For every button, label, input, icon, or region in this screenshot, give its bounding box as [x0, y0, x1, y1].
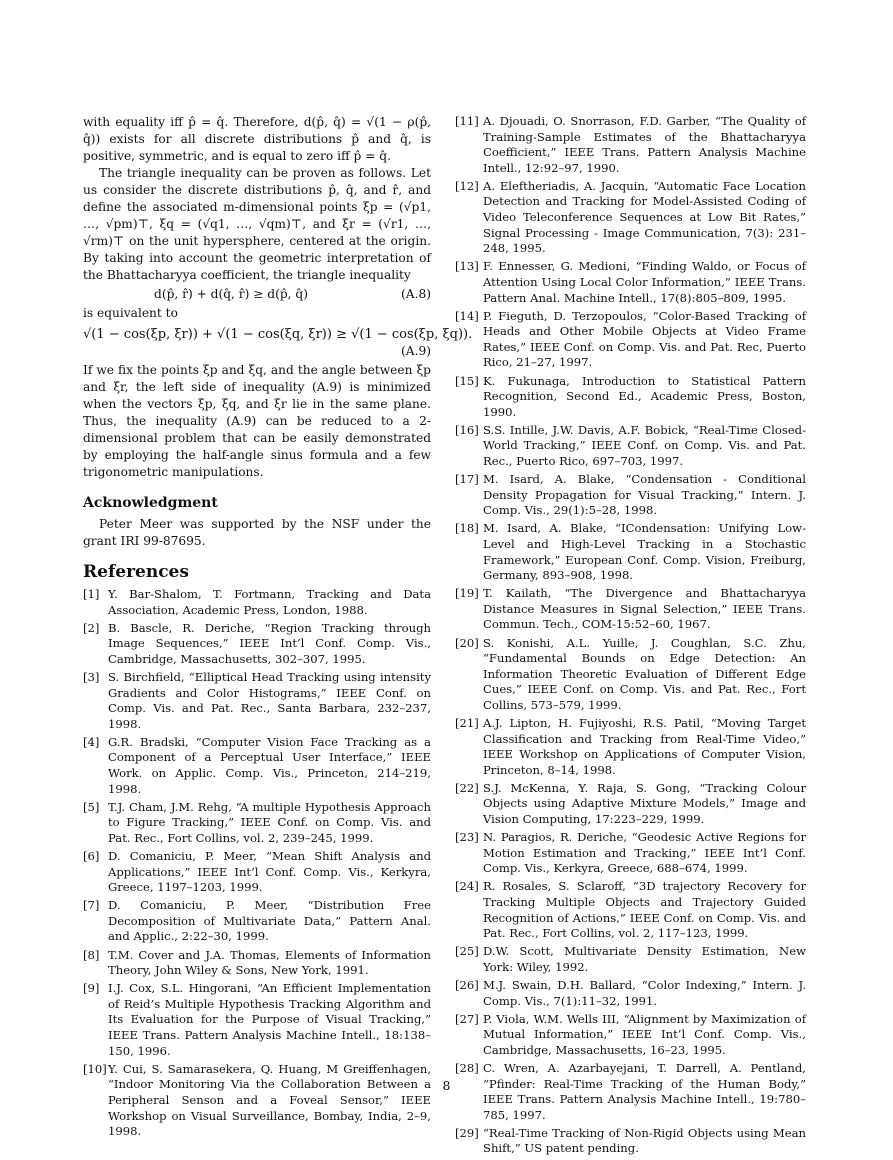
reference-item [455, 1126, 806, 1157]
reference-number: [21] [455, 715, 479, 730]
reference-number: [3] [83, 669, 100, 684]
reference-number: [23] [455, 830, 479, 845]
reference-item [83, 735, 431, 797]
reference-item [455, 879, 806, 941]
reference-number: [19] [455, 586, 479, 601]
reference-text: B. Bascle, R. Deriche, “Region Tracking through Image Sequences,” IEEE Int’l Conf. Comp. Vis., Cambridge, Massachusetts, 302–307, 1995. [108, 620, 431, 666]
reference-text: P. Viola, W.M. Wells III, “Alignment by Maximization of Mutual Information,” IEEE Int’l Conf. Comp. Vis., Cambridge, Massachusetts, 16–23, 1995. [483, 1011, 806, 1057]
reference-number: [13] [455, 259, 479, 274]
page-number: 8 [442, 1078, 451, 1093]
reference-text: C. Wren, A. Azarbayejani, T. Darrell, A. Pentland, “Pfinder: Real-Time Tracking of the Human Body,” IEEE Trans. Pattern Analysis Machine Intell., 19:780–785, 1997. [483, 1060, 806, 1122]
reference-item [455, 374, 806, 421]
reference-text: G.R. Bradski, “Computer Vision Face Tracking as a Component of a Perceptual User Interface,” IEEE Work. on Applic. Comp. Vis., Princeton, 214–219, 1998. [108, 734, 431, 796]
reference-item [455, 1012, 806, 1059]
reference-item [455, 830, 806, 877]
reference-text: P. Fieguth, D. Terzopoulos, “Color-Based Tracking of Heads and Other Mobile Objects at Video Frame Rates,” IEEE Conf. on Comp. Vis. and Pat. Rec, Puerto Rico, 21–27, 1997. [483, 308, 806, 370]
reference-text: D. Comaniciu, P. Meer, “Mean Shift Analysis and Applications,” IEEE Int’l Conf. Comp. Vis., Kerkyra, Greece, 1197–1203, 1999. [108, 849, 431, 895]
reference-item [455, 179, 806, 257]
reference-item [455, 978, 806, 1009]
reference-text: S.J. McKenna, Y. Raja, S. Gong, “Tracking Colour Objects using Adaptive Mixture Models,” Image and Vision Computing, 17:223–229, 1999. [483, 780, 806, 827]
reference-number: [6] [83, 849, 100, 863]
reference-item [455, 259, 806, 306]
reference-text: “Real-Time Tracking of Non-Rigid Objects using Mean Shift,” US patent pending. [483, 1125, 806, 1156]
reference-text: R. Rosales, S. Sclaroff, “3D trajectory Recovery for Tracking Multiple Objects and Trajectory Guided Recognition of Actions,” IEEE Conf. on Comp. Vis. and Pat. Rec., Fort Collins, vol. 2, 117–123, 1999. [483, 879, 806, 941]
reference-item [455, 586, 806, 633]
reference-number: [11] [455, 114, 479, 128]
reference-number: [20] [455, 635, 479, 650]
equivalent-text: is equivalent to [83, 306, 178, 320]
reference-number: [12] [455, 178, 479, 193]
reference-number: [10] [83, 1061, 107, 1076]
reference-item [83, 1062, 431, 1140]
reference-text: M. Isard, A. Blake, “Condensation - Conditional Density Propagation for Visual Tracking,” Intern. J. Comp. Vis., 29(1):5–28, 1998. [483, 472, 806, 518]
reference-number: [26] [455, 977, 479, 992]
reference-number: [15] [455, 373, 479, 388]
reference-text: Y. Bar-Shalom, T. Fortmann, Tracking and Data Association, Academic Press, London, 1988. [108, 587, 431, 617]
acknowledgment-text: Peter Meer was supported by the NSF under the grant IRI 99-87695. [83, 517, 431, 548]
reference-number: [18] [455, 521, 479, 536]
reference-number: [25] [455, 944, 479, 959]
reference-item [83, 587, 431, 618]
reference-text: K. Fukunaga, Introduction to Statistical Pattern Recognition, Second Ed., Academic Press, Boston, 1990. [483, 373, 806, 419]
reference-item [455, 716, 806, 778]
reference-text: I.J. Cox, S.L. Hingorani, “An Efficient Implementation of Reid’s Multiple Hypothesis Tracking Algorithm and Its Evaluation for the Purpose of Visual Tracking,” IEEE Trans. Pattern Analysis Machine Intell., 18:138–150, 1996. [108, 981, 431, 1058]
reference-text: Y. Cui, S. Samarasekera, Q. Huang, M Greiffenhagen, “Indoor Monitoring Via the Collaboration Between a Peripheral Senson and a Foveal Sensor,” IEEE Workshop on Visual Surveillance, Bombay, India, 2–9, 1998. [108, 1061, 431, 1139]
reference-item [455, 521, 806, 583]
reference-number: [17] [455, 472, 479, 487]
reference-number: [14] [455, 308, 479, 323]
equation-a8 [83, 286, 431, 303]
reference-number: [16] [455, 422, 479, 437]
reference-item [455, 944, 806, 975]
reference-text: T.M. Cover and J.A. Thomas, Elements of Information Theory, John Wiley & Sons, New York, 1991. [108, 947, 431, 978]
proof-paragraph-3: If we fix the points ξp and ξq, and the angle between ξp and ξr, the left side of inequality (A.9) is minimized when the vectors ξp, ξq, and ξr lie in the same plane. Thus, the inequality (A.9) can be reduced to a 2-dimensional problem that can be easily demonstrated by employing the half-angle sinus formula and a few trigonometric manipulations. [83, 363, 431, 479]
reference-item [455, 781, 806, 828]
reference-text: A.J. Lipton, H. Fujiyoshi, R.S. Patil, “Moving Target Classification and Tracking from Real-Time Video,” IEEE Workshop on Applications of Computer Vision, Princeton, 8–14, 1998. [483, 715, 806, 777]
reference-item [83, 800, 431, 847]
reference-text: M.J. Swain, D.H. Ballard, “Color Indexing,” Intern. J. Comp. Vis., 7(1):11–32, 1991. [483, 977, 806, 1008]
reference-item [83, 670, 431, 732]
reference-number: [28] [455, 1060, 479, 1075]
reference-number: [4] [83, 734, 100, 749]
reference-item [455, 309, 806, 371]
reference-item [83, 948, 431, 979]
reference-item [83, 898, 431, 945]
reference-item [83, 621, 431, 668]
reference-item [83, 849, 431, 896]
reference-number: [24] [455, 879, 479, 894]
reference-number: [27] [455, 1011, 479, 1026]
reference-text: M. Isard, A. Blake, “ICondensation: Unifying Low-Level and High-Level Tracking in a Stochastic Framework,” European Conf. Comp. Vision, Freiburg, Germany, 893–908, 1998. [483, 521, 806, 583]
right-column [455, 114, 806, 1160]
reference-item [455, 423, 806, 470]
reference-number: [29] [455, 1125, 479, 1140]
proof-paragraph-2: The triangle inequality can be proven as follows. Let us consider the discrete distributions p̂, q̂, and r̂, and define the associated m-dimensional points ξp = (√p1, …, √pm)⊤, ξq = (√q1, …, √qm)⊤, and ξr = (√r1, …, √rm)⊤ on the unit hypersphere, centered at the origin. By taking into account the geometric interpretation of the Bhattacharyya coefficient, the triangle inequality [83, 166, 431, 282]
reference-text: T.J. Cham, J.M. Rehg, “A multiple Hypothesis Approach to Figure Tracking,” IEEE Conf. on Comp. Vis. and Pat. Rec., Fort Collins, vol. 2, 239–245, 1999. [108, 799, 431, 845]
reference-text: T. Kailath, “The Divergence and Bhattacharyya Distance Measures in Signal Selection,” IEEE Trans. Commun. Tech., COM-15:52–60, 1967. [483, 586, 806, 632]
reference-number: [9] [83, 981, 100, 996]
acknowledgment-heading: Acknowledgment [83, 495, 218, 511]
reference-text: S. Birchfield, “Elliptical Head Tracking using intensity Gradients and Color Histograms,” IEEE Conf. on Comp. Vis. and Pat. Rec., Santa Barbara, 232–237, 1998. [108, 669, 431, 731]
reference-item [83, 981, 431, 1059]
reference-item [455, 114, 806, 176]
equation-a8-number: (A.8) [401, 287, 431, 301]
reference-text: A. Eleftheriadis, A. Jacquin, “Automatic Face Location Detection and Tracking for Model-Assisted Coding of Video Teleconference Sequences at Low Bit Rates,” Signal Processing - Image Communication, 7(3): 231–248, 1995. [483, 178, 806, 256]
reference-text: A. Djouadi, O. Snorrason, F.D. Garber, “The Quality of Training-Sample Estimates of the Bhattacharyya Coefficient,” IEEE Trans. Pattern Analysis Machine Intell., 12:92–97, 1990. [483, 114, 806, 175]
reference-item [455, 636, 806, 714]
references-heading: References [83, 562, 189, 582]
equation-a9-expression: √(1 − cos(ξp, ξr)) + √(1 − cos(ξq, ξr)) ≥ √(1 − cos(ξp, ξq)). [83, 327, 473, 342]
reference-item [455, 472, 806, 519]
reference-text: N. Paragios, R. Deriche, “Geodesic Active Regions for Motion Estimation and Tracking,” IEEE Int’l Conf. Comp. Vis., Kerkyra, Greece, 688–674, 1999. [483, 830, 806, 876]
reference-number: [5] [83, 799, 100, 814]
references-list-right [455, 114, 806, 1157]
reference-text: S.S. Intille, J.W. Davis, A.F. Bobick, “Real-Time Closed-World Tracking,” IEEE Conf. on Comp. Vis. and Pat. Rec., Puerto Rico, 697–703, 1997. [483, 422, 806, 468]
reference-number: [1] [83, 587, 100, 601]
reference-text: D. Comaniciu, P. Meer, “Distribution Free Decomposition of Multivariate Data,” Pattern Anal. and Applic., 2:22–30, 1999. [108, 898, 431, 944]
proof-paragraph-1: with equality iff p̂ = q̂. Therefore, d(p̂, q̂) = √(1 − ρ(p̂, q̂)) exists for all discrete distributions p̂ and q̂, is positive, symmetric, and is equal to zero iff p̂ = q̂. [83, 115, 431, 163]
reference-number: [2] [83, 620, 100, 635]
reference-text: F. Ennesser, G. Medioni, “Finding Waldo, or Focus of Attention Using Local Color Information,” IEEE Trans. Pattern Anal. Machine Intell., 17(8):805–809, 1995. [483, 259, 806, 305]
reference-number: [8] [83, 947, 100, 962]
reference-number: [22] [455, 780, 479, 795]
reference-text: S. Konishi, A.L. Yuille, J. Coughlan, S.C. Zhu, “Fundamental Bounds on Edge Detection: An Information Theoretic Evaluation of Different Edge Cues,” IEEE Conf. on Comp. Vis. and Pat. Rec., Fort Collins, 573–579, 1999. [483, 635, 806, 712]
equation-a9-number: (A.9) [401, 344, 431, 358]
reference-text: D.W. Scott, Multivariate Density Estimation, New York: Wiley, 1992. [483, 944, 806, 974]
reference-number: [7] [83, 898, 100, 913]
equation-a8-expression: d(p̂, r̂) + d(q̂, r̂) ≥ d(p̂, q̂) [154, 287, 308, 301]
references-list-left [83, 587, 431, 1140]
